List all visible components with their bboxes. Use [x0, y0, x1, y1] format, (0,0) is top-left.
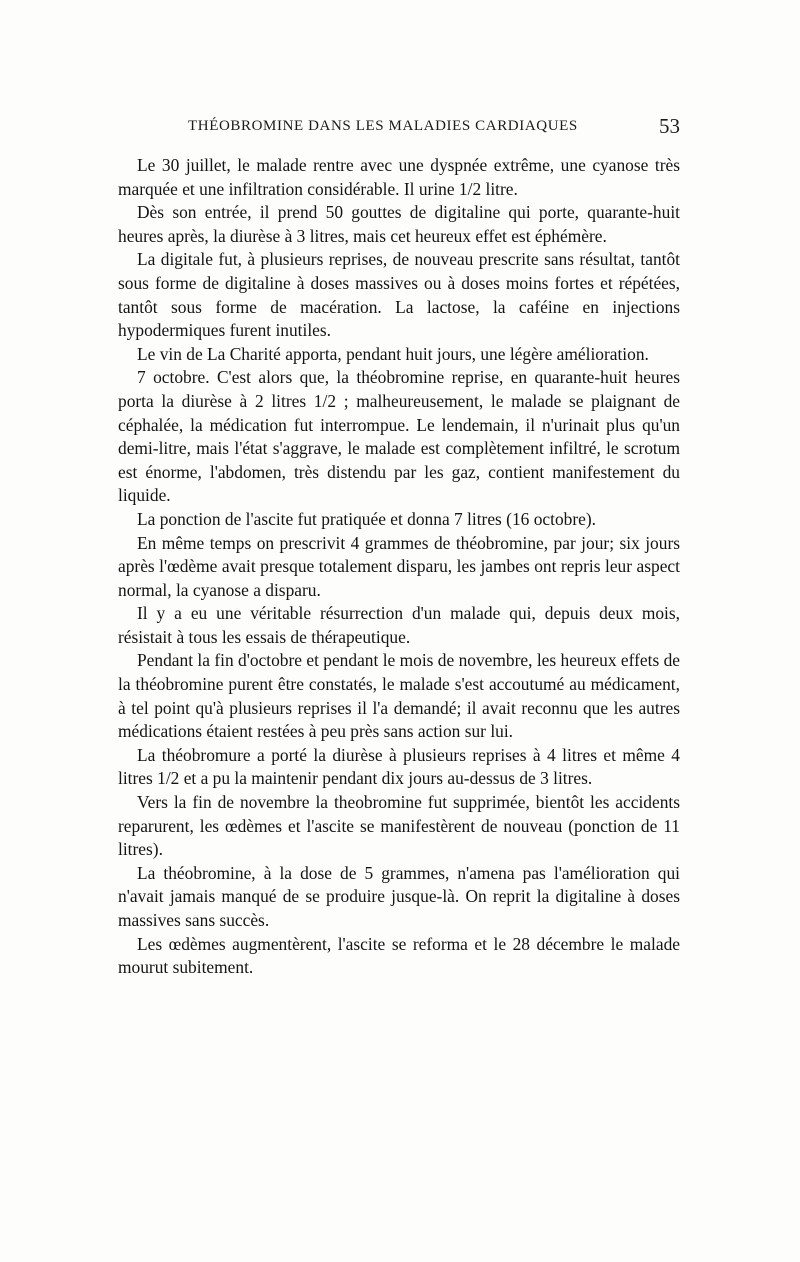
paragraph: Les œdèmes augmentèrent, l'ascite se reforma et le 28 décembre le malade mourut subitement.: [118, 933, 680, 978]
paragraph: Le vin de La Charité apporta, pendant huit jours, une légère amélioration.: [137, 343, 649, 364]
paragraph: La digitale fut, à plusieurs reprises, de nouveau prescrite sans résultat, tantôt sous forme de digitaline à doses massives ou à doses moins fortes et répétées, tantôt sous forme de macération. La lactose, la caféine en injections hypodermiques furent inutiles.: [118, 249, 680, 341]
paragraph: Il y a eu une véritable résurrection d'un malade qui, depuis deux mois, résistait à tous les essais de thérapeutique.: [118, 603, 680, 647]
paragraph: 7 octobre. C'est alors que, la théobromine reprise, en quarante-huit heures porta la diurèse à 2 litres 1/2 ; malheureusement, le malade se plaignant de céphalée, la médication fut interrompue. Le lendemain, il n'urinait plus qu'un demi-litre, mais l'état s'aggrave, le malade est complètement infiltré, le scrotum est énorme, l'abdomen, très distendu par les gaz, contient manifestement du liquide.: [118, 367, 680, 506]
paragraph: La théobromine, à la dose de 5 grammes, n'amena pas l'amélioration qui n'avait jamais manqué de se produire jusque-là. On reprit la digitaline à doses massives sans succès.: [118, 862, 680, 930]
paragraph: La théobromure a porté la diurèse à plusieurs reprises à 4 litres et même 4 litres 1/2 et a pu la maintenir pendant dix jours au-dessus de 3 litres.: [118, 744, 680, 789]
page-header: [118, 116, 680, 140]
paragraph: La ponction de l'ascite fut pratiquée et donna 7 litres (16 octobre).: [137, 508, 596, 529]
paragraph: Pendant la fin d'octobre et pendant le mois de novembre, les heureux effets de la théobromine purent être constatés, le malade s'est accoutumé au médicament, à tel point qu'à plusieurs reprises il l'a demandé; il avait reconnu que les autres médications étaient restées à peu près sans action sur lui.: [118, 650, 680, 742]
page-number: 53: [659, 114, 680, 138]
body-text: [118, 154, 680, 980]
running-title: THÉOBROMINE DANS LES MALADIES CARDIAQUES: [188, 118, 578, 134]
paragraph: Le 30 juillet, le malade rentre avec une dyspnée extrême, une cyanose très marquée et une infiltration considérable. Il urine 1/2 litre.: [118, 155, 680, 199]
paragraph: Vers la fin de novembre la theobromine fut supprimée, bientôt les accidents reparurent, les œdèmes et l'ascite se manifestèrent de nouveau (ponction de 11 litres).: [118, 792, 680, 860]
paragraph: En même temps on prescrivit 4 grammes de théobromine, par jour; six jours après l'œdème avait presque totalement disparu, les jambes ont repris leur aspect normal, la cyanose a disparu.: [118, 532, 680, 600]
paragraph: Dès son entrée, il prend 50 gouttes de digitaline qui porte, quarante-huit heures après, la diurèse à 3 litres, mais cet heureux effet est éphémère.: [118, 202, 680, 246]
